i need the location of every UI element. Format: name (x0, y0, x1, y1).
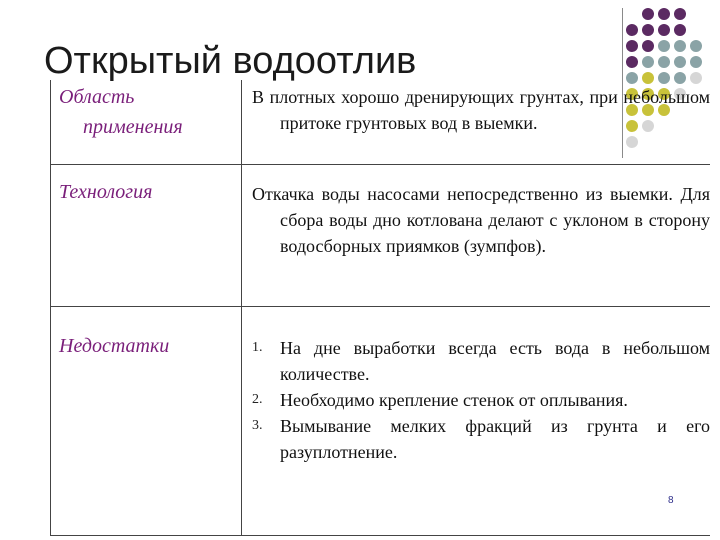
table-row-application (51, 80, 711, 165)
dot-purple (626, 56, 638, 68)
drawbacks-list (252, 335, 710, 465)
row-label-cell (51, 165, 242, 307)
list-item-number: 3. (252, 418, 263, 433)
dot-teal (642, 56, 654, 68)
dot-teal (674, 40, 686, 52)
dot-teal (658, 56, 670, 68)
dot-teal (674, 56, 686, 68)
slide-title: Открытый водоотлив (44, 40, 417, 82)
dot-purple (642, 40, 654, 52)
row-label: Технология (59, 181, 153, 203)
dot-teal (690, 40, 702, 52)
dot-purple (642, 24, 654, 36)
dot-purple (674, 8, 686, 20)
row-text-cell (242, 165, 711, 307)
dot-purple (674, 24, 686, 36)
table-row-technology (51, 165, 711, 307)
list-item-text: На дне выработки всегда есть вода в небольшом количестве. (280, 338, 710, 384)
list-item (252, 387, 710, 413)
row-text-cell (242, 80, 711, 165)
row-list-cell (242, 307, 711, 536)
list-item-number: 2. (252, 392, 263, 407)
dot-purple (642, 8, 654, 20)
row-label-cell (51, 307, 242, 536)
list-item (252, 413, 710, 465)
dot-purple (658, 8, 670, 20)
dot-teal (690, 56, 702, 68)
list-item-number: 1. (252, 340, 263, 355)
dot-teal (658, 40, 670, 52)
row-label-cell (51, 80, 242, 165)
info-table (50, 80, 710, 536)
list-item-text: Вымывание мелких фракций из грунта и его разуплотнение. (280, 416, 710, 462)
dot-purple (658, 24, 670, 36)
row-text: В плотных хорошо дренирующих грунтах, при небольшом притоке грунтовых вод в выемки. (252, 87, 710, 133)
table-row-drawbacks (51, 307, 711, 536)
row-text: Откачка воды насосами непосредственно из выемки. Для сбора воды дно котлована делают с уклоном в сторону водосборных приямков (зумпфов). (252, 184, 710, 256)
page-number: 8 (668, 495, 674, 506)
dot-purple (626, 40, 638, 52)
list-item-text: Необходимо крепление стенок от оплывания. (280, 390, 628, 410)
row-label: Область (59, 86, 135, 108)
dot-purple (626, 24, 638, 36)
row-label-continued: применения (83, 116, 183, 138)
list-item (252, 335, 710, 387)
row-label: Недостатки (59, 335, 170, 357)
